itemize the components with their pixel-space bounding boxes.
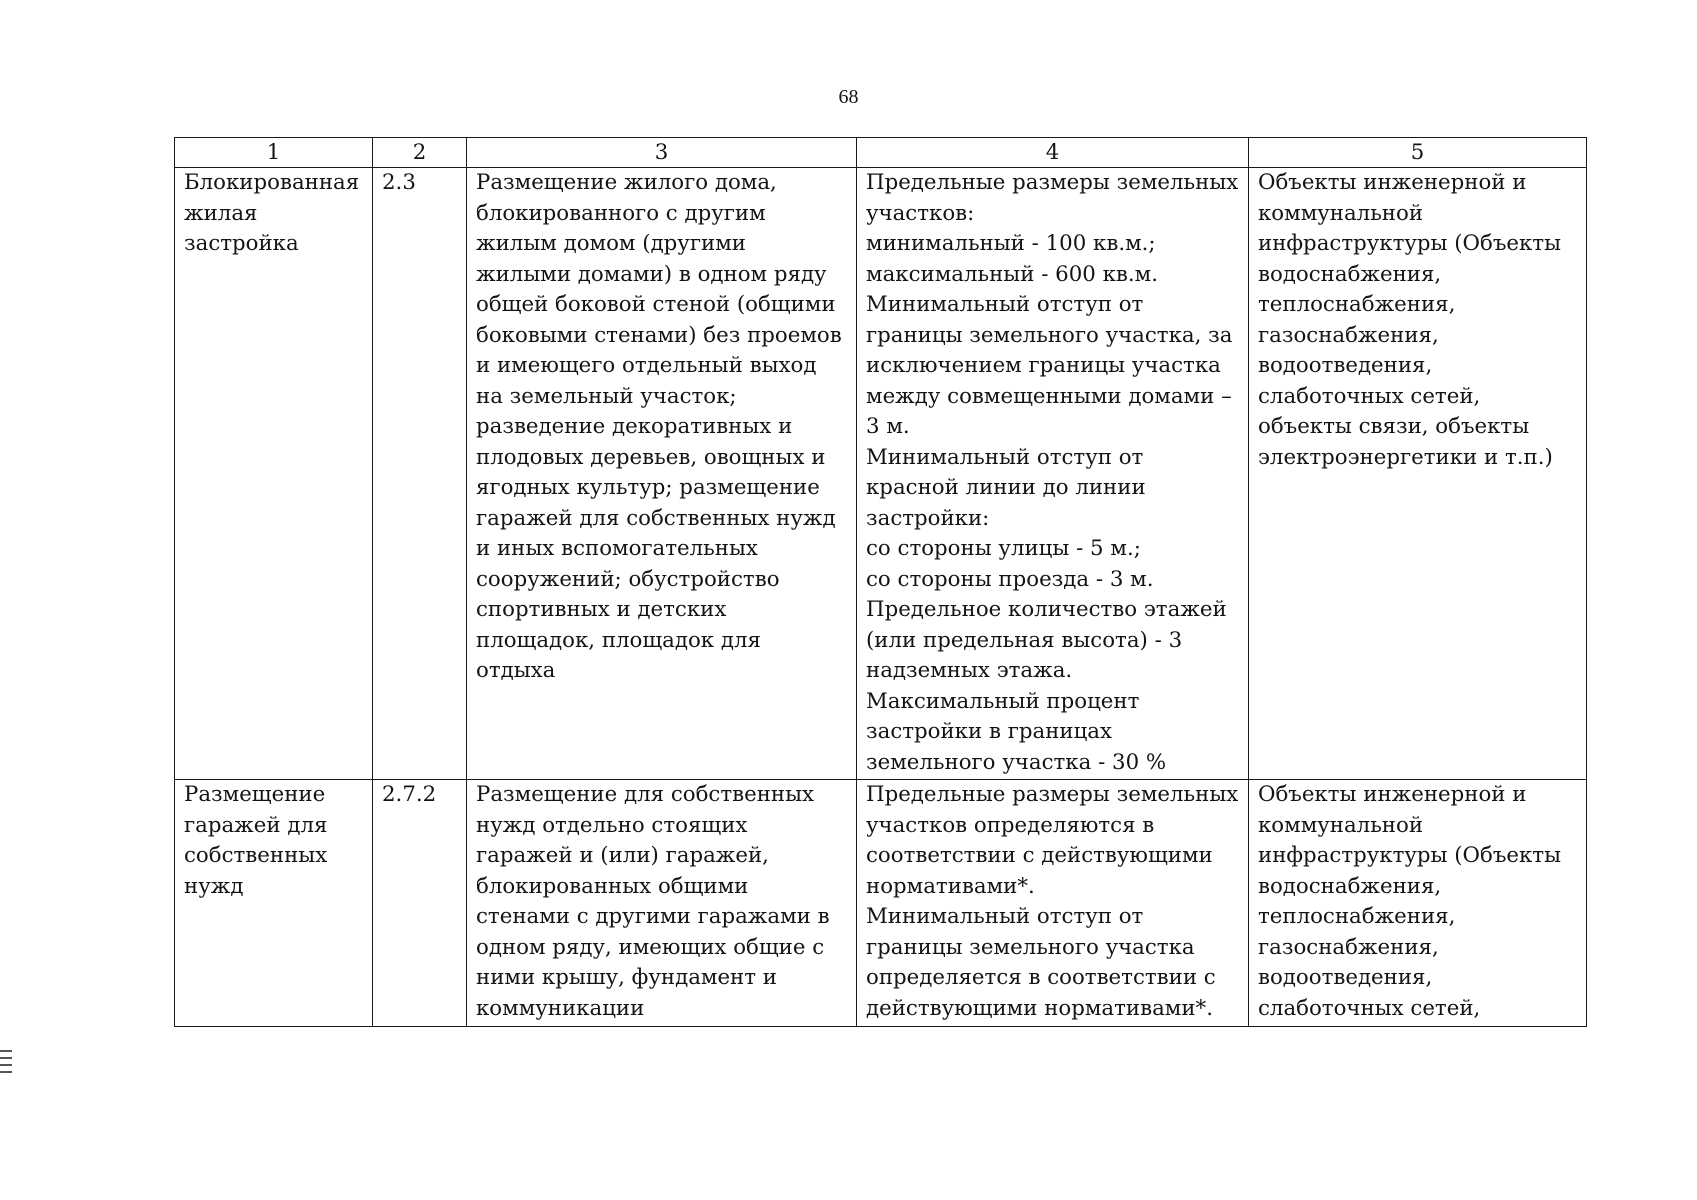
auxiliary-uses: Объекты инженерной и коммунальной инфраструктуры (Объекты водоснабжения, теплоснабжения, газоснабжения, водоотведения, слаботочных сетей, объекты связи, объекты электроэнергетики и т.п.) — [1249, 168, 1587, 780]
column-header-1: 1 — [175, 138, 373, 168]
use-type-code: 2.7.2 — [373, 780, 467, 1027]
land-use-regulations-table — [174, 137, 1587, 1027]
table-row — [175, 780, 1587, 1027]
limit-parameters: Предельные размеры земельных участков определяются в соответствии с действующими нормативами*. Минимальный отступ от границы земельного участка определяется в соответствии с действующими нормативами*. — [857, 780, 1249, 1027]
use-type-description: Размещение для собственных нужд отдельно стоящих гаражей и (или) гаражей, блокированных общими стенами с другими гаражами в одном ряду, имеющих общие с ними крышу, фундамент и коммуникации — [467, 780, 857, 1027]
use-type-description: Размещение жилого дома, блокированного с другим жилым домом (другими жилыми домами) в одном ряду общей боковой стеной (общими боковыми стенами) без проемов и имеющего отдельный выход на земельный участок; разведение декоративных и плодовых деревьев, овощных и ягодных культур; размещение гаражей для собственных нужд и иных вспомогательных сооружений; обустройство спортивных и детских площадок, площадок для отдыха — [467, 168, 857, 780]
column-header-5: 5 — [1249, 138, 1587, 168]
use-type-name: Размещение гаражей для собственных нужд — [175, 780, 373, 1027]
column-header-4: 4 — [857, 138, 1249, 168]
table-row — [175, 168, 1587, 780]
use-type-name: Блокированная жилая застройка — [175, 168, 373, 780]
column-header-3: 3 — [467, 138, 857, 168]
auxiliary-uses: Объекты инженерной и коммунальной инфраструктуры (Объекты водоснабжения, теплоснабжения, газоснабжения, водоотведения, слаботочных сетей, — [1249, 780, 1587, 1027]
use-type-code: 2.3 — [373, 168, 467, 780]
column-header-2: 2 — [373, 138, 467, 168]
limit-parameters: Предельные размеры земельных участков: минимальный - 100 кв.м.; максимальный - 600 кв.м. Минимальный отступ от границы земельного участка, за исключением границы участка между совмещенными домами – 3 м. Минимальный отступ от красной линии до линии застройки: со стороны улицы - 5 м.; со стороны проезда - 3 м. Предельное количество этажей (или предельная высота) - 3 надземных этажа. Максимальный процент застройки в границах земельного участка - 30 % — [857, 168, 1249, 780]
page-number: 68 — [838, 86, 859, 108]
table-header-row — [175, 138, 1587, 168]
scan-margin-marks — [0, 1050, 12, 1078]
